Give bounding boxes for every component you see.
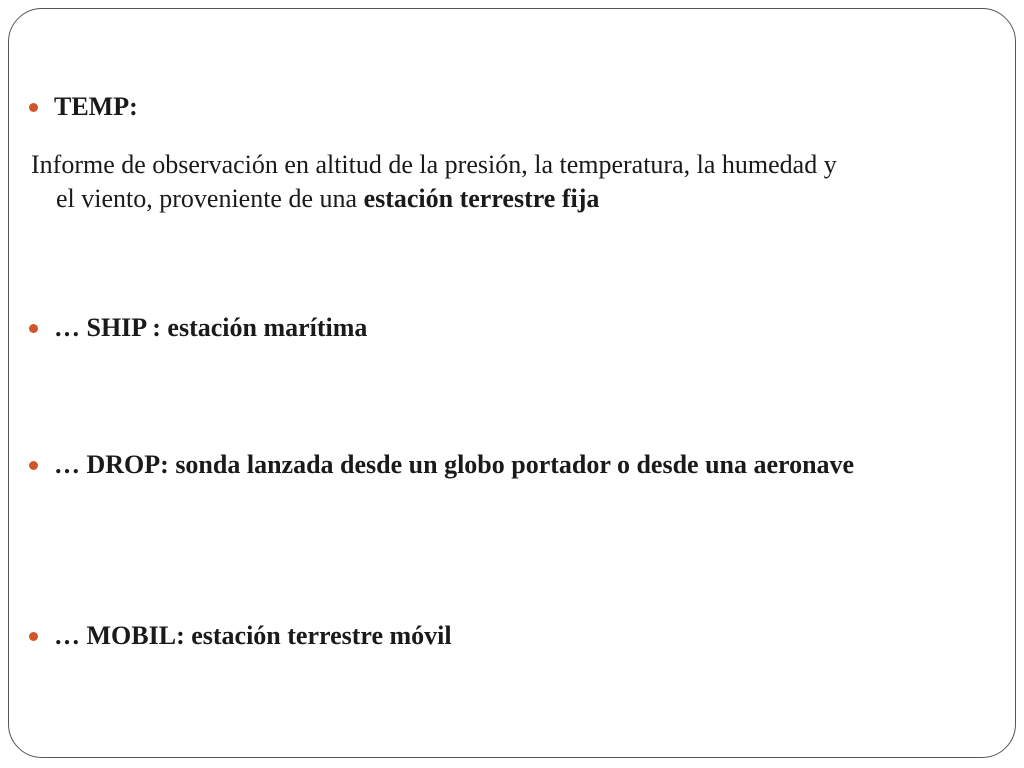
temp-description [31,148,1006,216]
bullet-label-drop: … DROP: sonda lanzada desde un globo portador o desde una aeronave [54,450,855,479]
bullet-item-drop [29,448,954,482]
description-line-2-bold: estación terrestre fija [363,184,600,213]
bullet-dot-icon [29,103,38,112]
bullet-item-temp [29,90,979,124]
bullet-dot-icon [29,461,38,470]
slide-frame [8,8,1016,758]
bullet-label-ship: … SHIP : estación marítima [54,313,368,342]
bullet-label-temp: TEMP: [54,92,138,121]
bullet-label-mobil: … MOBIL: estación terrestre móvil [54,621,452,650]
description-line-1: Informe de observación en altitud de la presión, la temperatura, la humedad y [31,150,837,179]
description-line-2 [31,182,1006,216]
bullet-item-ship [29,311,979,345]
bullet-dot-icon [29,632,38,641]
bullet-dot-icon [29,324,38,333]
bullet-item-mobil [29,619,979,653]
description-line-2-text: el viento, proveniente de una [56,184,364,213]
